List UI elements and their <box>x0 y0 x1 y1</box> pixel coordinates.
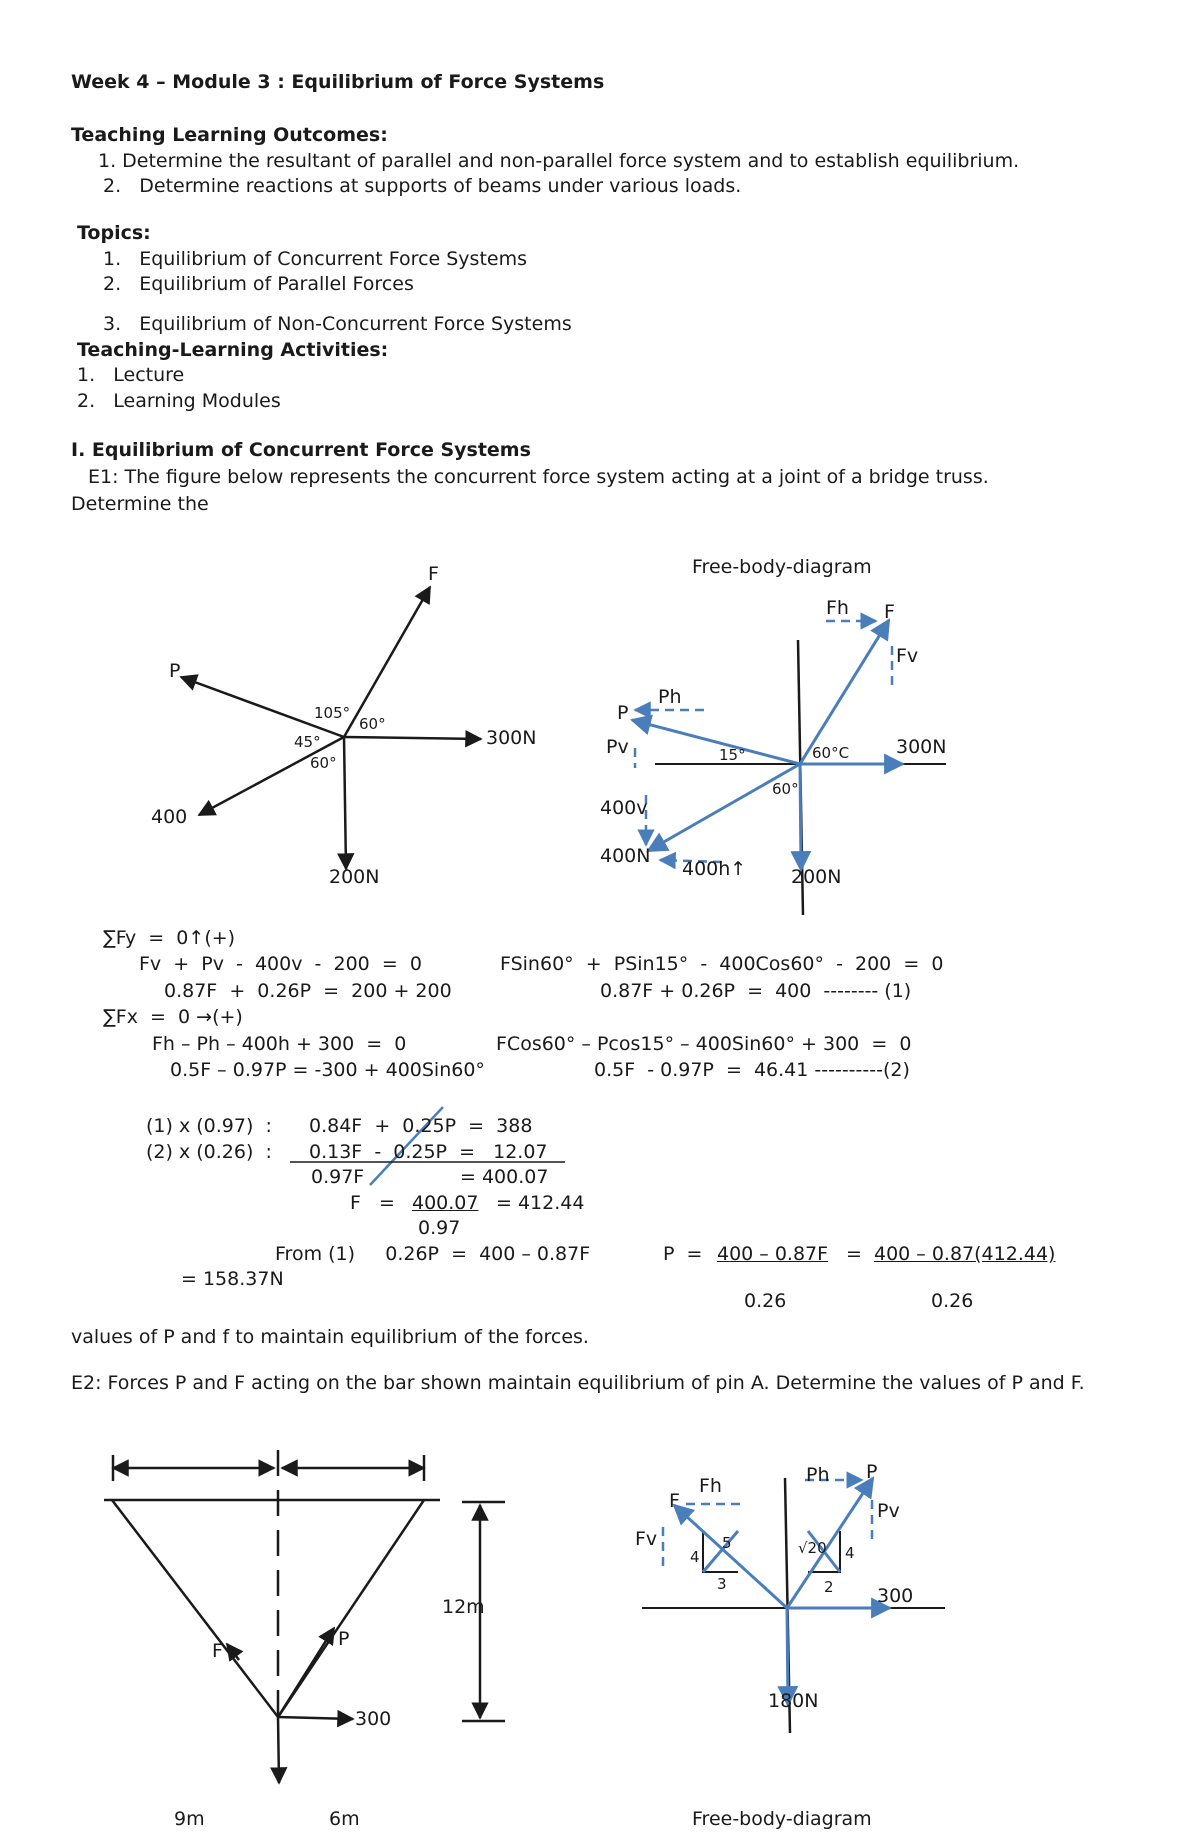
outcome-item: 1. Determine the resultant of parallel and non-parallel force system and to establish equilibrium. <box>98 150 1020 172</box>
calc-line: 0.26 <box>744 1290 787 1312</box>
force-arrow-300 <box>278 1717 353 1719</box>
fbd2-fv: Fv <box>635 1528 658 1550</box>
force-arrow-200n <box>344 737 346 869</box>
fbd2-tri-root20: √20 <box>798 1539 827 1557</box>
force-diagram-1 <box>181 587 481 869</box>
fig2-label-6m: 6m <box>329 1808 360 1830</box>
fbd1-title: Free-body-diagram <box>692 556 872 578</box>
fbd2-title: Free-body-diagram <box>692 1808 872 1830</box>
angle-60b: 60° <box>310 754 337 772</box>
fbd1-fh: Fh <box>826 597 849 619</box>
fbd1-angle-60c: 60°C <box>812 744 850 762</box>
fbd2-tri-4a: 4 <box>690 1548 700 1566</box>
fbd1-angle-15: 15° <box>719 746 746 764</box>
fbd1-400v: 400v <box>600 797 648 819</box>
fig2-label-300: 300 <box>355 1708 392 1730</box>
fbd-arrow-p <box>632 720 800 764</box>
calc-line: 0.13F - 0.25P = 12.07 <box>309 1141 548 1163</box>
fbd2-tri-4b: 4 <box>845 1544 855 1562</box>
force-arrow-f <box>344 587 430 737</box>
fbd1-fv: Fv <box>896 645 919 667</box>
label-p: P <box>169 660 181 682</box>
fbd2-pv: Pv <box>877 1500 900 1522</box>
page-title: Week 4 – Module 3 : Equilibrium of Force Systems <box>71 71 605 93</box>
section-heading: I. Equilibrium of Concurrent Force Systems <box>71 439 531 461</box>
calc-line: = <box>846 1243 862 1265</box>
calc-line: 0.97F <box>311 1166 365 1188</box>
angle-105: 105° <box>314 704 351 722</box>
fbd2-f: F <box>669 1490 680 1512</box>
calc-line: 400 – 0.87F <box>717 1243 829 1265</box>
calc-line: = 158.37N <box>181 1268 284 1290</box>
fbd1-200n: 200N <box>791 866 842 888</box>
topic-item: 2. Equilibrium of Parallel Forces <box>103 273 414 295</box>
calc-line: ∑Fx = 0 →(+) <box>103 1006 243 1028</box>
calc-line: (2) x (0.26) : <box>146 1141 272 1163</box>
calc-line: = 400.07 <box>460 1166 549 1188</box>
calc-line: ∑Fy = 0↑(+) <box>103 927 236 949</box>
fbd2-fh: Fh <box>699 1475 722 1497</box>
calc-line: From (1) 0.26P = 400 – 0.87F <box>275 1243 591 1265</box>
calc-line: 0.26 <box>931 1290 974 1312</box>
outcomes-heading: Teaching Learning Outcomes: <box>71 124 388 146</box>
fbd1-ph: Ph <box>658 686 682 708</box>
e2-text: E2: Forces P and F acting on the bar shown maintain equilibrium of pin A. Determine the values of P and F. <box>71 1372 1085 1394</box>
fig2-label-p: P <box>338 1628 350 1650</box>
e1-text: E1: The figure below represents the concurrent force system acting at a joint of a bridge truss. <box>88 466 989 488</box>
calc-line: 0.84F + 0.25P = 388 <box>309 1115 533 1137</box>
calc-line: 400 – 0.87(412.44) <box>874 1243 1056 1265</box>
force-arrow-p2 <box>278 1628 334 1717</box>
force-arrow-400 <box>199 737 344 815</box>
calc-line: 0.87F + 0.26P = 400 -------- (1) <box>600 980 912 1002</box>
fbd-arrow-200n <box>800 764 801 870</box>
e1-text: values of P and f to maintain equilibrium of the forces. <box>71 1326 589 1348</box>
label-f: F <box>428 563 439 585</box>
calc-line: Fv + Pv - 400v - 200 = 0 <box>139 953 422 975</box>
e1-text: Determine the <box>71 493 209 515</box>
force-arrow-300n <box>344 737 481 739</box>
calc-line: P = <box>663 1243 703 1265</box>
fbd1-400n: 400N <box>600 845 651 867</box>
fbd1-angle-60: 60° <box>772 780 799 798</box>
topics-heading: Topics: <box>77 222 151 244</box>
fig2-label-12m: 12m <box>442 1596 485 1618</box>
fbd2-p: P <box>866 1461 878 1483</box>
fbd1-300n: 300N <box>896 736 947 758</box>
topic-item: 1. Equilibrium of Concurrent Force Systems <box>103 248 527 270</box>
fig2-label-9m: 9m <box>174 1808 205 1830</box>
calc-line: 400.07 <box>412 1192 479 1214</box>
calc-line: 0.5F – 0.97P = -300 + 400Sin60° <box>170 1059 485 1081</box>
calc-line: Fh – Ph – 400h + 300 = 0 <box>152 1033 407 1055</box>
activities-heading: Teaching-Learning Activities: <box>77 339 389 361</box>
calc-line: 0.97 <box>418 1217 461 1239</box>
fbd1-400h: 400h↑ <box>682 858 747 880</box>
fbd2-180n: 180N <box>768 1690 819 1712</box>
fbd2-tri-2: 2 <box>824 1578 834 1596</box>
activity-item: 1. Lecture <box>77 364 185 386</box>
calc-line: = 412.44 <box>496 1192 585 1214</box>
label-200n: 200N <box>329 866 380 888</box>
activity-item: 2. Learning Modules <box>77 390 281 412</box>
outcome-item: 2. Determine reactions at supports of beams under various loads. <box>103 175 742 197</box>
label-400: 400 <box>151 806 188 828</box>
calc-line: FCos60° – Pcos15° – 400Sin60° + 300 = 0 <box>496 1033 912 1055</box>
calc-line: FSin60° + PSin15° - 400Cos60° - 200 = 0 <box>500 953 944 975</box>
topic-item: 3. Equilibrium of Non-Concurrent Force Systems <box>103 313 572 335</box>
calc-line: 0.87F + 0.26P = 200 + 200 <box>164 980 452 1002</box>
fig2-label-f: F <box>212 1640 223 1662</box>
calc-line: F = <box>350 1192 395 1214</box>
fbd2-tri-3: 3 <box>717 1575 727 1593</box>
fbd2-300: 300 <box>877 1585 914 1607</box>
fbd2-ph: Ph <box>806 1464 830 1486</box>
calc-line: 0.5F - 0.97P = 46.41 ----------(2) <box>594 1059 910 1081</box>
angle-45: 45° <box>294 733 321 751</box>
angle-60a: 60° <box>359 715 386 733</box>
fbd2-tri-5: 5 <box>722 1534 732 1552</box>
fbd1-f: F <box>884 601 895 623</box>
calc-line: (1) x (0.97) : <box>146 1115 272 1137</box>
fbd1-p: P <box>617 702 629 724</box>
fbd1-pv: Pv <box>606 736 629 758</box>
label-300n: 300N <box>486 727 537 749</box>
